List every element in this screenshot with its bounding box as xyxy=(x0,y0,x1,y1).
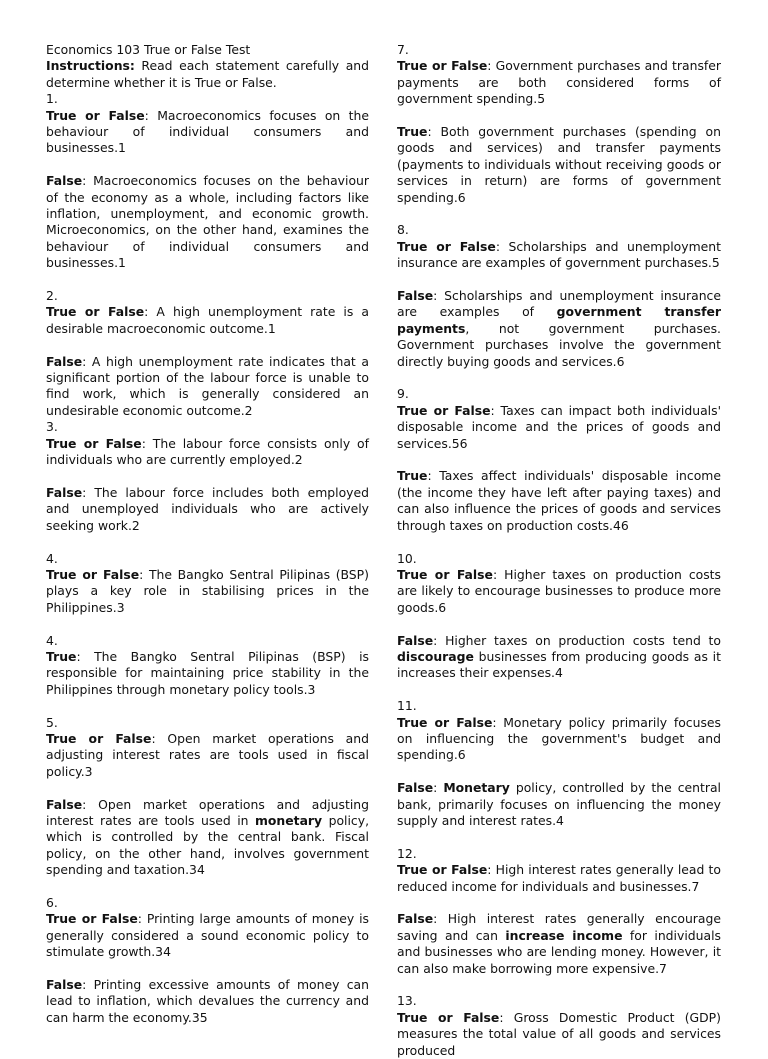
answer-emphasis: monetary xyxy=(255,812,323,828)
answer-emphasis: discourage xyxy=(397,648,474,664)
answer-explanation: False: Higher taxes on production costs tend to discourage businesses from producing goods as it increases their expenses.4 xyxy=(397,632,721,681)
answer-emphasis: increase income xyxy=(505,927,623,943)
answer-label: False xyxy=(46,796,83,812)
question-number: 3. xyxy=(46,419,58,435)
question-statement: True or False: High interest rates generally lead to reduced income for individuals and businesses.7 xyxy=(397,862,721,894)
question-label: True or False xyxy=(397,714,493,730)
question-statement: True or False: Open market operations and adjusting interest rates are tools used in fiscal policy.3 xyxy=(46,730,369,779)
answer-explanation: True: Taxes affect individuals' disposable income (the income they have left after paying taxes) and can also influence the prices of goods and services through taxes on production costs.46 xyxy=(397,468,721,533)
question-label: True or False xyxy=(397,1009,500,1025)
question-number: 6. xyxy=(46,894,58,910)
question-statement: True or False: Scholarships and unemployment insurance are examples of government purchases.5 xyxy=(397,238,721,271)
answer-label: True xyxy=(397,124,428,140)
answer-number: 4. xyxy=(46,632,58,648)
question-number: 9. xyxy=(397,386,409,402)
answer-label: False xyxy=(397,288,434,304)
answer-label: False xyxy=(46,173,83,189)
question-statement: True or False: Monetary policy primarily focuses on influencing the government's budget and spending.6 xyxy=(397,714,721,763)
question-number: 1. xyxy=(46,91,58,107)
question-label: True or False xyxy=(397,566,493,582)
answer-label: False xyxy=(397,780,434,796)
question-statement: True or False: Gross Domestic Product (GDP) measures the total value of all goods and services produced xyxy=(397,1009,721,1058)
question-label: True or False xyxy=(397,238,496,254)
question-label: True or False xyxy=(397,862,488,878)
answer-explanation: False: The labour force includes both employed and unemployed individuals who are actively seeking work.2 xyxy=(46,484,369,533)
question-statement: True or False: Higher taxes on production costs are likely to encourage businesses to produce more goods.6 xyxy=(397,566,721,615)
answer-label: False xyxy=(46,353,83,369)
question-statement: True or False: The Bangko Sentral Pilipinas (BSP) plays a key role in stabilising prices in the Philippines.3 xyxy=(46,566,369,615)
question-label: True or False xyxy=(46,911,138,927)
question-statement: True or False: Macroeconomics focuses on the behaviour of individual consumers and businesses.1 xyxy=(46,107,369,156)
question-statement: True or False: A high unemployment rate is a desirable macroeconomic outcome.1 xyxy=(46,304,369,336)
question-statement: True or False: Government purchases and transfer payments are both considered forms of government spending.5 xyxy=(397,58,721,107)
answer-explanation: False: Open market operations and adjusting interest rates are tools used in monetary policy, which is controlled by the central bank. Fiscal policy, on the other hand, involves government spending and taxation.34 xyxy=(46,796,370,878)
question-label: True or False xyxy=(397,402,491,418)
answer-label: False xyxy=(46,484,83,500)
question-number: 13. xyxy=(397,993,417,1009)
question-number: 12. xyxy=(397,845,417,861)
question-number: 8. xyxy=(397,222,409,238)
answer-explanation: False: Scholarships and unemployment insurance are examples of government transfer payments, not government purchases. Government purchases involve the government directly buying goods and services.6 xyxy=(397,288,721,369)
answer-explanation: False: Monetary policy, controlled by the central bank, primarily focuses on influencing the money supply and interest rates.4 xyxy=(397,780,721,828)
answer-label: False xyxy=(397,911,434,927)
question-number: 2. xyxy=(46,288,58,304)
question-statement: True or False: The labour force consists only of individuals who are currently employed.2 xyxy=(46,435,369,468)
answer-explanation: False: A high unemployment rate indicates that a significant portion of the labour force is unable to find work, which is generally considered an undesirable economic outcome.2 xyxy=(46,353,369,418)
instructions xyxy=(46,58,369,91)
question-statement: True or False: Printing large amounts of money is generally considered a sound economic policy to stimulate growth.34 xyxy=(46,911,369,960)
answer-explanation: True: Both government purchases (spending on goods and services) and transfer payments (payments to individuals without receiving goods or services in return) are forms of government spending.6 xyxy=(397,124,721,205)
answer-explanation: True: The Bangko Sentral Pilipinas (BSP) is responsible for maintaining price stability in the Philippines through monetary policy tools.3 xyxy=(46,648,369,697)
document-title: Economics 103 True or False Test xyxy=(46,42,251,57)
instructions-text: Read each statement carefully and determine whether it is True or False. xyxy=(46,58,369,90)
answer-explanation: False: Printing excessive amounts of money can lead to inflation, which devalues the currency and can harm the economy.35 xyxy=(46,977,369,1025)
answer-label: True xyxy=(397,468,428,484)
question-label: True or False xyxy=(46,107,145,123)
question-label: True or False xyxy=(46,730,152,746)
answer-emphasis: government transfer payments xyxy=(397,304,721,336)
question-statement: True or False: Taxes can impact both individuals' disposable income and the prices of goods and services.56 xyxy=(397,402,721,451)
instructions-label: Instructions: xyxy=(46,58,135,74)
answer-label: False xyxy=(397,632,434,648)
answer-emphasis: Monetary xyxy=(443,780,510,796)
question-label: True or False xyxy=(46,304,145,320)
question-number: 5. xyxy=(46,714,58,730)
question-label: True or False xyxy=(46,435,142,451)
answer-label: True xyxy=(46,648,77,664)
right-column xyxy=(397,42,721,1059)
question-label: True or False xyxy=(46,566,140,582)
left-column xyxy=(46,42,369,1026)
answer-explanation: False: High interest rates generally encourage saving and can increase income for individuals and businesses who are lending money. However, it can also make borrowing more expensive.7 xyxy=(397,911,721,976)
question-label: True or False xyxy=(397,58,488,74)
question-number: 11. xyxy=(397,698,417,714)
answer-label: False xyxy=(46,977,83,992)
question-number: 7. xyxy=(397,42,409,57)
question-number: 4. xyxy=(46,550,58,566)
question-number: 10. xyxy=(397,550,417,566)
answer-explanation: False: Macroeconomics focuses on the behaviour of the economy as a whole, including factors like inflation, unemployment, and economic growth. Microeconomics, on the other hand, examines the behaviour of individual consumers and businesses.1 xyxy=(46,173,369,271)
